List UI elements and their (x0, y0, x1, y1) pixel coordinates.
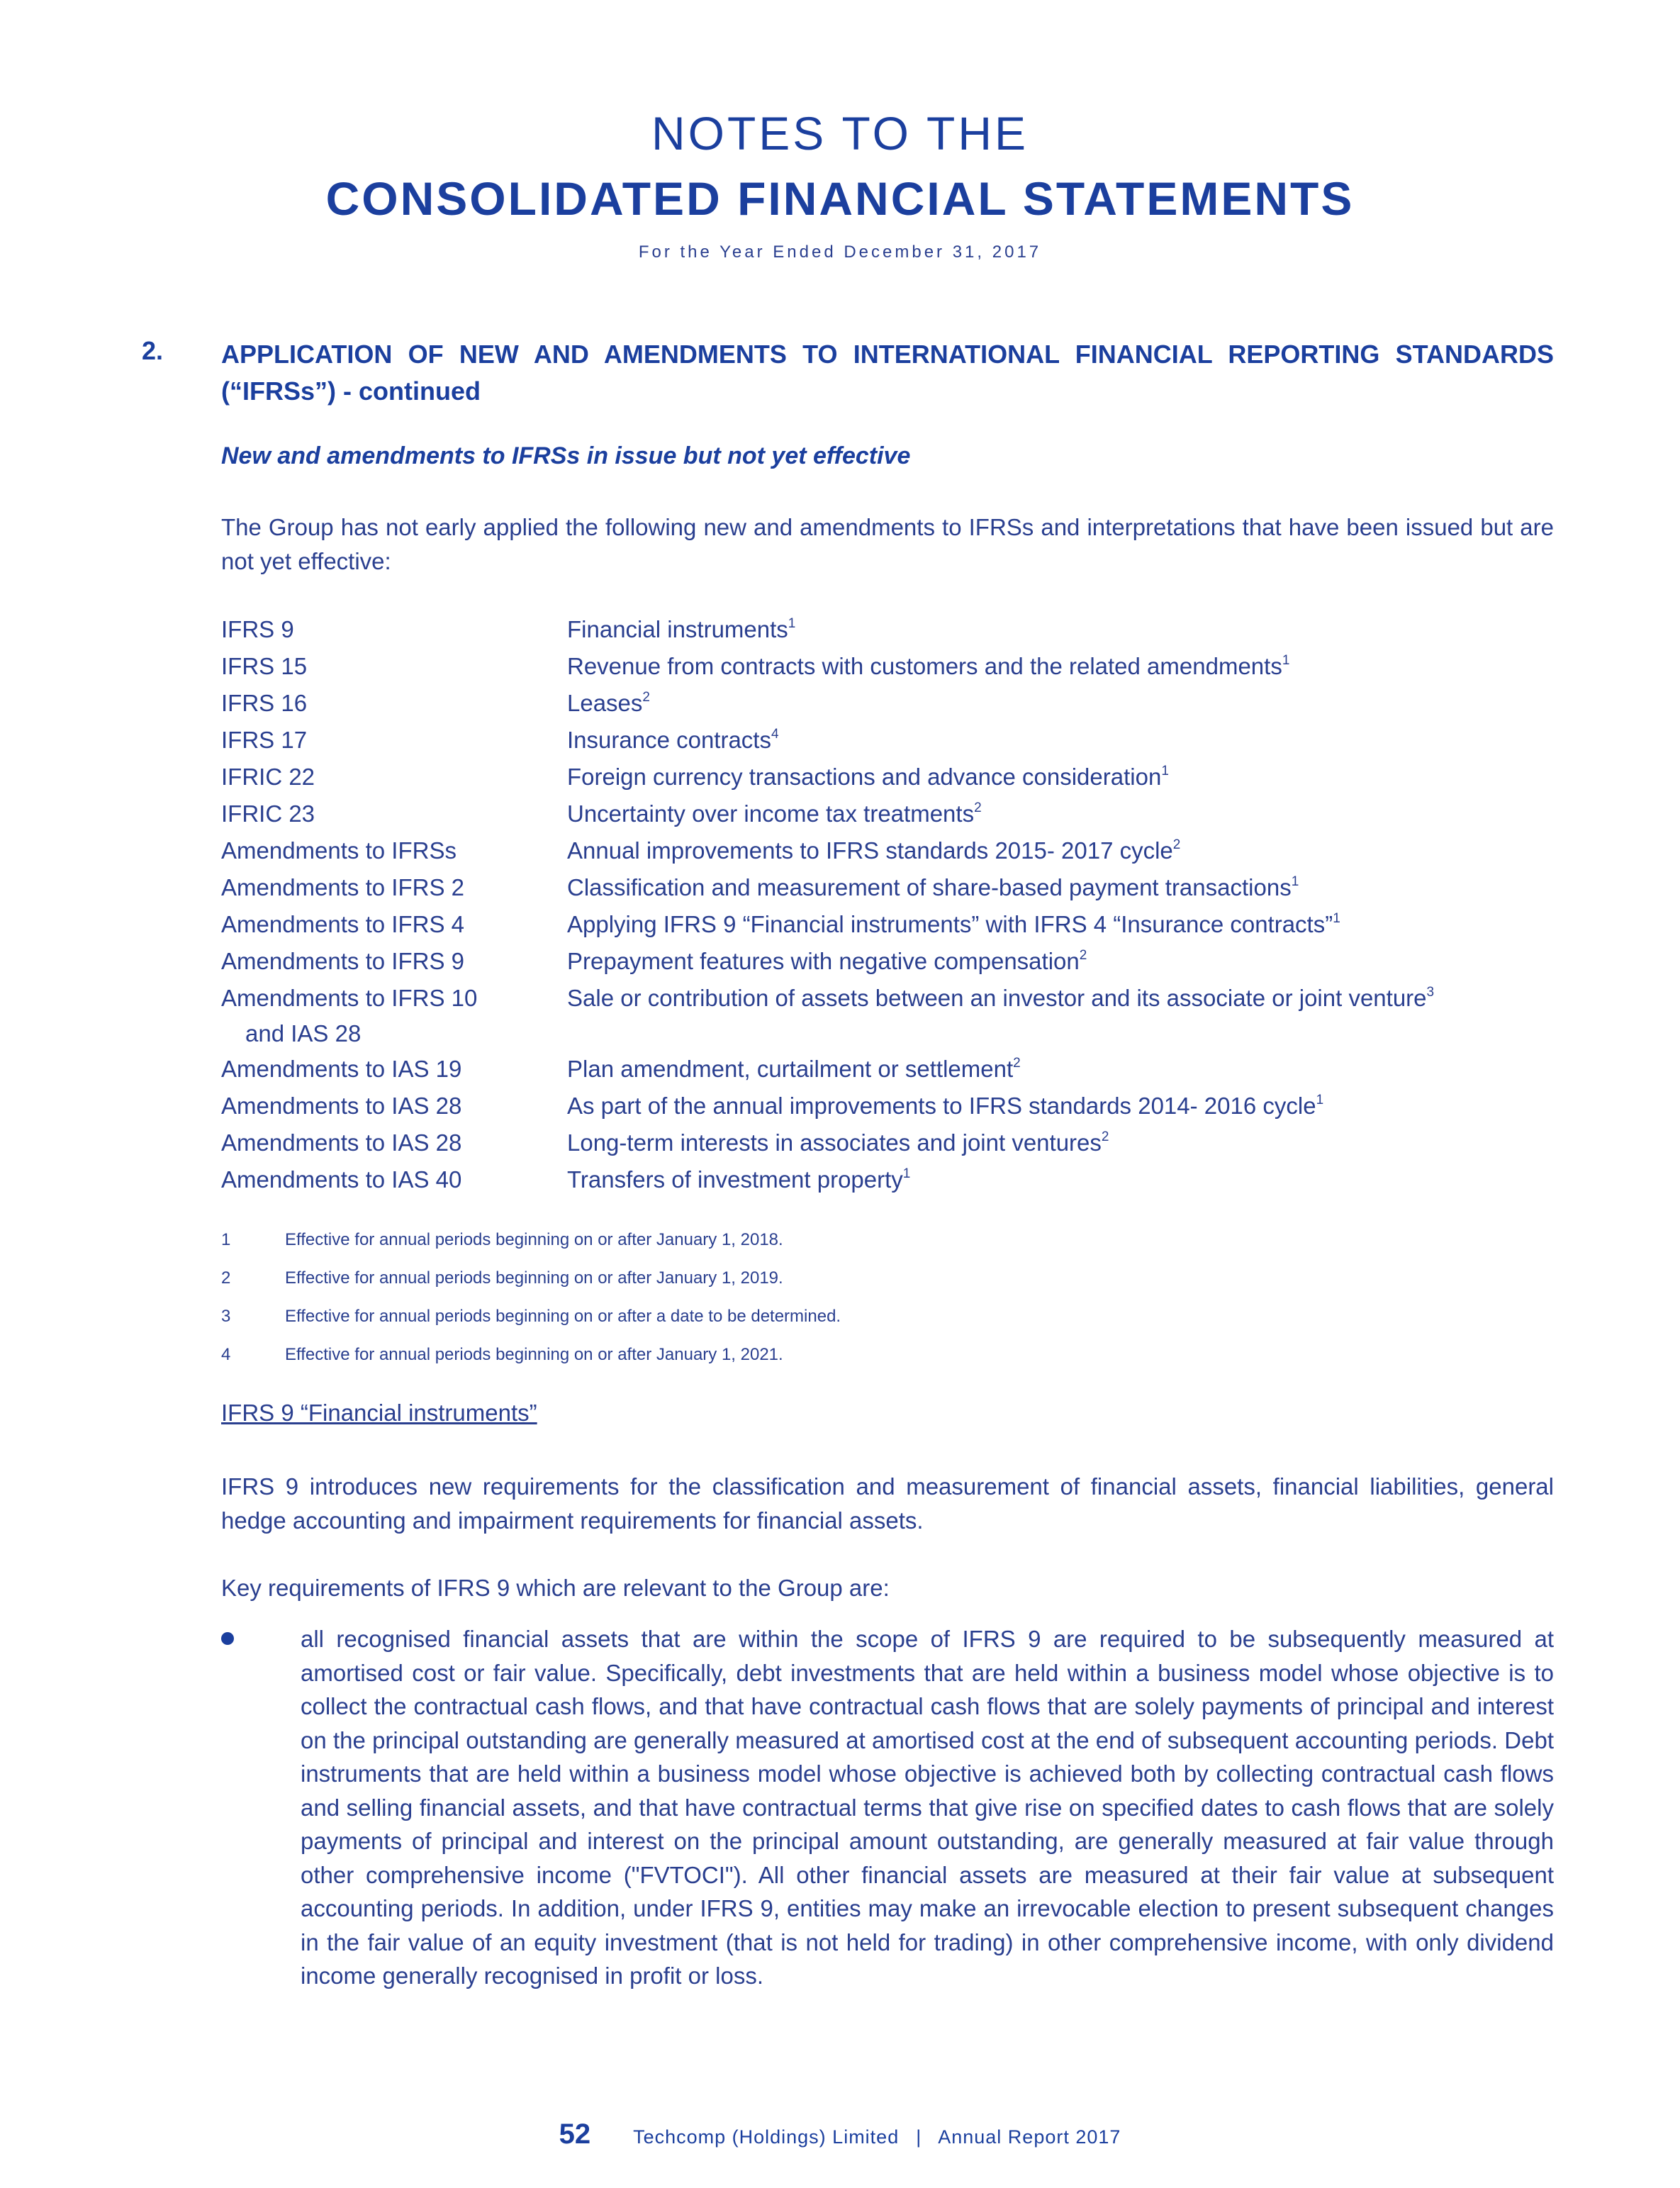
standard-description (567, 685, 1568, 722)
standard-code-text: IFRIC 22 (221, 764, 315, 790)
standards-list (221, 611, 1568, 1198)
footnote-marker: 2 (1013, 1056, 1021, 1071)
standard-row (221, 796, 1568, 832)
standard-row (221, 943, 1568, 980)
standard-description-text: Classification and measurement of share-based payment transactions (567, 874, 1292, 900)
bullet-item: all recognised financial assets that are within the scope of IFRS 9 are required to be subsequently measured at amortised cost or fair value. Specifically, debt investments that are held within a business model whose objective is to collect the contractual cash flows, and that have contractual cash flows that are solely payments of principal and interest on the principal outstanding are generally measured at amortised cost at the end of subsequent accounting periods. Debt instruments that are held within a business model whose objective is achieved both by collecting contractual cash flows and selling financial assets, and that have contractual terms that give rise on specified dates to cash flows that are solely payments of principal and interest on the principal amount outstanding, are generally measured at fair value through other comprehensive income ("FVTOCI"). All other financial assets are measured at their fair value at subsequent accounting periods. In addition, under IFRS 9, entities may make an irrevocable election to present subsequent changes in the fair value of an equity investment (that is not held for trading) in other comprehensive income, with only dividend income generally recognised in profit or loss. (301, 1626, 1554, 1989)
standard-description-text: Insurance contracts (567, 727, 771, 753)
footnote-marker: 2 (642, 690, 650, 705)
standard-code (221, 611, 567, 648)
footer-separator: | (916, 2126, 922, 2148)
intro-paragraph: The Group has not early applied the following new and amendments to IFRSs and interpretations that have been issued but are not yet effective: (221, 514, 1554, 574)
standard-description-text: Foreign currency transactions and advance consideration (567, 764, 1162, 790)
footer-report: Annual Report 2017 (938, 2126, 1121, 2148)
footnote-row (221, 1259, 841, 1297)
ifrs9-paragraph: IFRS 9 introduces new requirements for the classification and measurement of financial assets, financial liabilities, general hedge accounting and impairment requirements for financial assets. (221, 1473, 1554, 1534)
footnote-text: Effective for annual periods beginning on or after January 1, 2021. (285, 1345, 783, 1364)
standard-description-text: Applying IFRS 9 “Financial instruments” with IFRS 4 “Insurance contracts” (567, 911, 1333, 937)
standard-row (221, 869, 1568, 906)
standard-row (221, 1088, 1568, 1124)
footer-company: Techcomp (Holdings) Limited (633, 2126, 900, 2148)
standard-description (567, 648, 1568, 685)
standard-description (567, 980, 1568, 1051)
standard-row (221, 832, 1568, 869)
standard-description (567, 906, 1568, 943)
footnote-number: 4 (221, 1345, 231, 1364)
footnote-marker: 2 (1101, 1129, 1109, 1144)
standard-description-text: Annual improvements to IFRS standards 2015- 2017 cycle (567, 837, 1173, 864)
standard-description (567, 796, 1568, 832)
footnote-marker: 1 (1316, 1093, 1324, 1107)
standard-description-text: Transfers of investment property (567, 1166, 903, 1193)
standard-description (567, 722, 1568, 759)
standard-row (221, 1051, 1568, 1088)
footnote-number: 1 (221, 1230, 231, 1249)
standard-code (221, 1161, 567, 1198)
standard-code (221, 759, 567, 796)
standard-code-continuation: and IAS 28 (245, 1020, 362, 1046)
footnote-number: 3 (221, 1307, 231, 1326)
standard-row (221, 648, 1568, 685)
standard-code-text: IFRS 16 (221, 690, 308, 716)
standard-description-text: Long-term interests in associates and joint ventures (567, 1129, 1102, 1156)
footnote-row (221, 1297, 841, 1336)
page-number: 52 (559, 2119, 591, 2150)
footnote-marker: 3 (1426, 985, 1435, 1000)
key-requirements-paragraph: Key requirements of IFRS 9 which are relevant to the Group are: (221, 1575, 890, 1601)
standard-description-text: Plan amendment, curtailment or settlement (567, 1056, 1014, 1082)
standard-code (221, 1124, 567, 1161)
standard-description-text: Prepayment features with negative compensation (567, 948, 1080, 974)
header-title-line1: NOTES TO THE (651, 107, 1029, 160)
footnote-marker: 1 (1291, 874, 1299, 889)
standard-description (567, 869, 1568, 906)
standard-code-text: Amendments to IAS 40 (221, 1166, 462, 1193)
footnote-row (221, 1221, 841, 1259)
footnote-marker: 1 (1282, 653, 1290, 668)
footnote-marker: 1 (1161, 764, 1169, 778)
standard-code-text: Amendments to IFRS 9 (221, 948, 464, 974)
standard-code-text: Amendments to IFRS 4 (221, 911, 464, 937)
standard-code (221, 869, 567, 906)
footnote-marker: 2 (1172, 837, 1181, 852)
footnote-text: Effective for annual periods beginning on or after January 1, 2019. (285, 1268, 783, 1288)
standard-description (567, 1088, 1568, 1124)
standard-row (221, 611, 1568, 648)
standard-description-text: Financial instruments (567, 616, 788, 642)
standard-row (221, 1161, 1568, 1198)
footnote-number: 2 (221, 1268, 231, 1288)
footnote-text: Effective for annual periods beginning on or after January 1, 2018. (285, 1230, 783, 1249)
footnote-row (221, 1336, 841, 1374)
footnote-text: Effective for annual periods beginning on or after a date to be determined. (285, 1307, 841, 1326)
subheading: New and amendments to IFRSs in issue but not yet effective (221, 442, 911, 469)
standard-description (567, 1161, 1568, 1198)
standard-code-text: Amendments to IFRS 10 (221, 985, 478, 1011)
footnote-marker: 1 (902, 1166, 911, 1181)
standard-description-text: Leases (567, 690, 643, 716)
header-period: For the Year Ended December 31, 2017 (638, 242, 1042, 262)
standard-description (567, 1124, 1568, 1161)
footnote-marker: 2 (1079, 948, 1087, 963)
standard-row (221, 1124, 1568, 1161)
standard-description (567, 943, 1568, 980)
page-footer (0, 2119, 1680, 2150)
standard-code (221, 722, 567, 759)
section-number: 2. (142, 336, 164, 365)
footnote-marker: 4 (771, 727, 779, 742)
standard-code-text: Amendments to IAS 28 (221, 1129, 462, 1156)
footnote-marker: 1 (1333, 911, 1340, 926)
standard-description (567, 759, 1568, 796)
standard-row (221, 759, 1568, 796)
header-title-line2: CONSOLIDATED FINANCIAL STATEMENTS (325, 172, 1355, 225)
standard-code (221, 832, 567, 869)
standard-code-text: IFRS 17 (221, 727, 308, 753)
standard-row (221, 906, 1568, 943)
standard-code (221, 796, 567, 832)
standard-code-text: IFRS 15 (221, 653, 308, 679)
standard-row (221, 722, 1568, 759)
standard-code-text: Amendments to IFRSs (221, 837, 457, 864)
bullet-icon (221, 1632, 234, 1645)
standard-description-text: Revenue from contracts with customers and the related amendments (567, 653, 1282, 679)
ifrs9-heading: IFRS 9 “Financial instruments” (221, 1400, 537, 1426)
standard-code-text: IFRIC 23 (221, 800, 315, 827)
standard-description-text: Sale or contribution of assets between an investor and its associate or joint venture (567, 985, 1427, 1011)
standard-code (221, 906, 567, 943)
standard-row (221, 980, 1568, 1051)
footnotes-list (221, 1221, 841, 1374)
standard-description-text: Uncertainty over income tax treatments (567, 800, 975, 827)
standard-code (221, 1088, 567, 1124)
standard-description (567, 832, 1568, 869)
standard-description (567, 1051, 1568, 1088)
standard-code (221, 1051, 567, 1088)
standard-code (221, 648, 567, 685)
standard-code (221, 980, 567, 1051)
standard-code-text: IFRS 9 (221, 616, 294, 642)
standard-code-text: Amendments to IAS 28 (221, 1093, 462, 1119)
standard-code (221, 685, 567, 722)
section-title: APPLICATION OF NEW AND AMENDMENTS TO INTERNATIONAL FINANCIAL REPORTING STANDARDS (“IFRSs”) - continued (221, 340, 1554, 406)
standard-row (221, 685, 1568, 722)
footnote-marker: 1 (788, 616, 796, 631)
standard-code (221, 943, 567, 980)
standard-code-text: Amendments to IAS 19 (221, 1056, 462, 1082)
standard-description-text: As part of the annual improvements to IFRS standards 2014- 2016 cycle (567, 1093, 1316, 1119)
standard-code-text: Amendments to IFRS 2 (221, 874, 464, 900)
footnote-marker: 2 (974, 800, 982, 815)
standard-description (567, 611, 1568, 648)
